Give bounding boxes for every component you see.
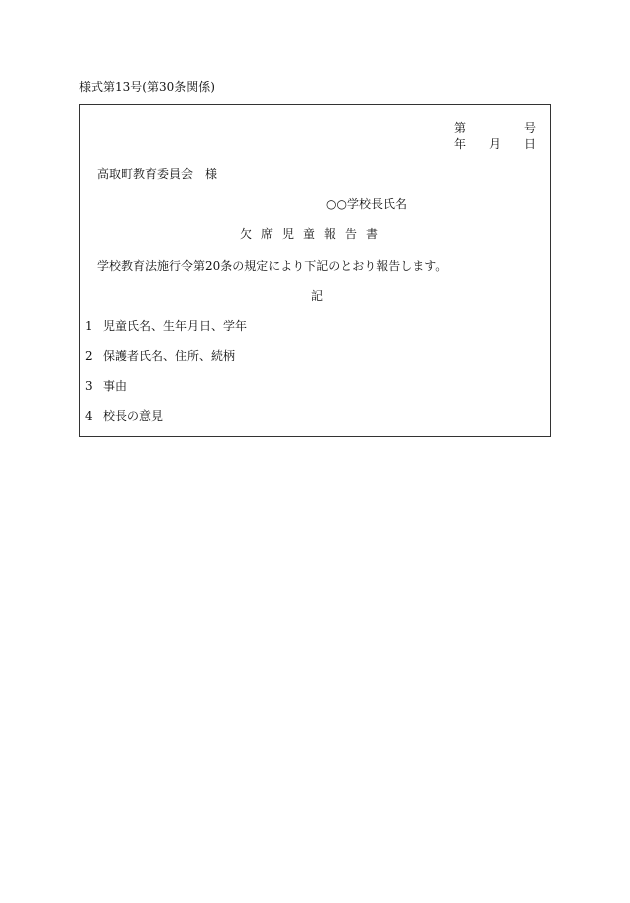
date-day-label: 日 — [523, 137, 536, 151]
date-year-label: 年 — [454, 137, 467, 151]
list-item — [85, 350, 235, 362]
addressee — [97, 168, 217, 180]
ki-heading: 記 — [311, 289, 324, 303]
document-date-line — [454, 138, 536, 150]
sender-name: ○○学校長氏名 — [326, 197, 407, 211]
list-item-text: 校長の意見 — [103, 409, 164, 423]
document-number-line — [454, 122, 536, 134]
document-number-prefix: 第 — [454, 121, 467, 135]
list-item-text: 児童氏名、生年月日、学年 — [103, 319, 248, 333]
list-item — [85, 320, 247, 332]
addressee-honorific: 様 — [205, 167, 218, 181]
list-item-text: 保護者氏名、住所、続柄 — [103, 349, 236, 363]
body-text: 学校教育法施行令第20条の規定により下記のとおり報告します。 — [97, 259, 448, 273]
list-item — [85, 380, 127, 392]
list-item-index: 2 — [85, 349, 93, 363]
list-item-text: 事由 — [103, 379, 128, 393]
document-number-suffix: 号 — [523, 121, 536, 135]
list-item-index: 3 — [85, 379, 93, 393]
date-month-label: 月 — [488, 137, 501, 151]
list-item-index: 4 — [85, 409, 93, 423]
addressee-name: 高取町教育委員会 — [97, 167, 194, 181]
list-item — [85, 410, 163, 422]
report-form-frame — [79, 104, 551, 437]
list-item-index: 1 — [85, 319, 93, 333]
form-label: 様式第13号(第30条関係) — [79, 80, 215, 94]
document-title: 欠席児童報告書 — [240, 227, 388, 241]
